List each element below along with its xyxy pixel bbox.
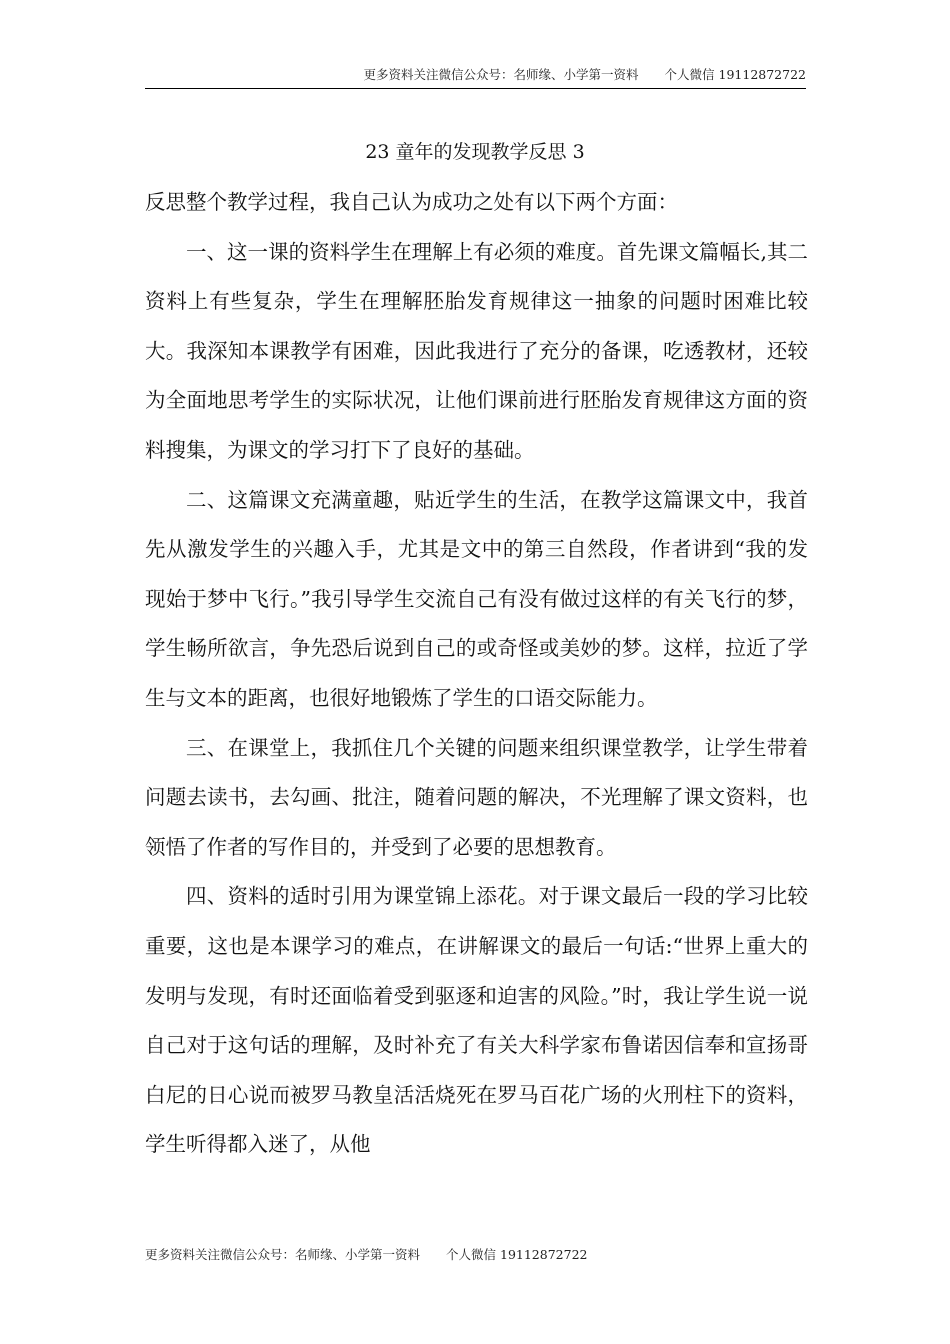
header-personal-wechat: 个人微信 19112872722 — [664, 67, 806, 82]
paragraph-intro: 反思整个教学过程，我自己认为成功之处有以下两个方面： — [145, 190, 678, 214]
footer-wechat-notice: 更多资料关注微信公众号：名师缘、小学第一资料 — [145, 1247, 421, 1262]
paragraph-point-2: 二、这篇课文充满童趣，贴近学生的生活，在教学这篇课文中，我首先从激发学生的兴趣入手，尤其是文中的第三自然段，作者讲到“我的发现始于梦中飞行。”我引导学生交流自己有没有做过这样的有关飞行的梦，学生畅所欲言，争先恐后说到自己的或奇怪或美妙的梦。这样，拉近了学生与文本的距离，也很好地锻炼了学生的口语交际能力。 — [145, 487, 808, 710]
page-footer — [145, 1246, 587, 1264]
paragraph-point-3: 三、在课堂上，我抓住几个关键的问题来组织课堂教学，让学生带着问题去读书，去勾画、批注，随着问题的解决，不光理解了课文资料，也领悟了作者的写作目的，并受到了必要的思想教育。 — [145, 735, 808, 859]
footer-personal-wechat: 个人微信 19112872722 — [446, 1247, 588, 1262]
header-wechat-notice: 更多资料关注微信公众号：名师缘、小学第一资料 — [363, 67, 639, 82]
paragraph-point-1: 一、这一课的资料学生在理解上有必须的难度。首先课文篇幅长,其二资料上有些复杂，学生在理解胚胎发育规律这一抽象的问题时困难比较大。我深知本课教学有困难，因此我进行了充分的备课，吃透教材，还较为全面地思考学生的实际状况，让他们课前进行胚胎发育规律这方面的资料搜集，为课文的学习打下了良好的基础。 — [145, 239, 808, 462]
document-body — [145, 178, 808, 1170]
document-title: 23 童年的发现教学反思 3 — [365, 141, 585, 163]
page-header — [145, 66, 806, 89]
paragraph-point-4: 四、资料的适时引用为课堂锦上添花。对于课文最后一段的学习比较重要，这也是本课学习的难点，在讲解课文的最后一句话:“世界上重大的发明与发现，有时还面临着受到驱逐和迫害的风险。”时，我让学生说一说自己对于这句话的理解，及时补充了有关大科学家布鲁诺因信奉和宣扬哥白尼的日心说而被罗马教皇活活烧死在罗马百花广场的火刑柱下的资料，学生听得都入迷了，从他 — [145, 884, 808, 1157]
